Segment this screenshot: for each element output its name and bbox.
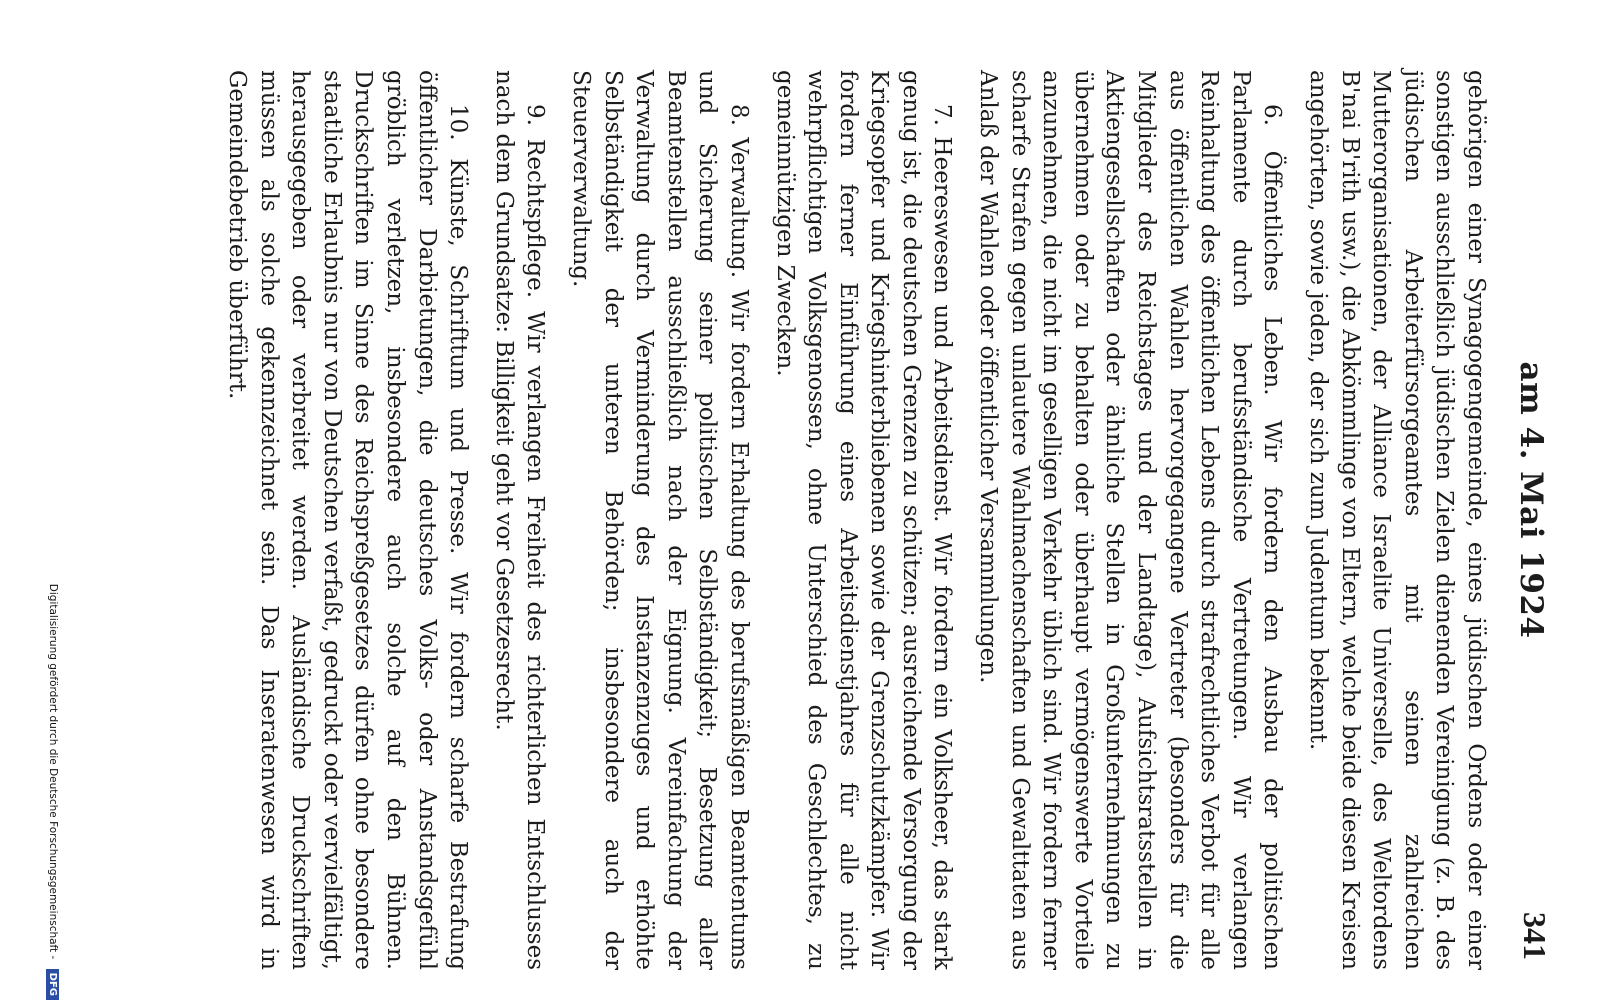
paragraph-continuation: gehörigen einer Synagogengemeinde, eines jüdischen Ordens oder einer sonstigen ausschließlich jüdischen Zielen dienenden Vereinigung (z. B. des jüdischen Arbeiterfürsorgeamtes mit seinen zahlreichen Mutterorganisationen, der Alliance Israelite Universelle, des Weltordens B'nai B'rith usw.), die Abkömmlinge von Eltern, welche beide diesen Kreisen angehörten, sowie jeden, der sich zum Judentum bekennt. <box>1305 70 1489 970</box>
paragraph-8-administration: 8. Verwaltung. Wir fordern Erhaltung des berufsmäßigen Beamtentums und Sicherung seiner politischen Selbständigkeit; Besetzung aller Beamtenstellen ausschließlich nach der Eignung. Vereinfachung der Verwaltung durch Verminderung des Instanzenzuges und erhöhte Selbständigkeit der unteren Behörden; insbesondere auch der Steuerverwaltung. <box>567 70 752 970</box>
running-title: am 4. Mai 1924 <box>1513 361 1549 639</box>
paragraph-6-public-life: 6. Öffentliches Leben. Wir fordern den Ausbau der politischen Parlamente durch berufsständische Vertretungen. Wir verlangen Reinhaltung des öffentlichen Lebens durch strafrechtliches Verbot für alle aus öffentlichen Wahlen hervorgegangene Vertreter (besonders für die Mitglieder des Reichstages und der Landtage), Aufsichtsratsstellen in Aktiengesellschaften oder ähnliche Stellen in Großunternehmungen zu übernehmen oder zu behalten oder überhaupt vermögenswerte Vorteile anzunehmen, die nicht im geselligen Verkehr üblich sind. Wir fordern ferner scharfe Strafen gegen unlautere Wahlmachenschaften und Gewalttaten aus Anlaß der Wahlen oder öffentlicher Versammlungen. <box>975 70 1286 970</box>
dfg-logo: DFG <box>46 969 59 1000</box>
paragraph-7-military: 7. Heereswesen und Arbeitsdienst. Wir fordern ein Volksheer, das stark genug ist, die deutschen Grenzen zu schützen; ausreichende Versorgung der Kriegsopfer und Kriegshinterbliebenen sowie der Grenzschutzkämpfer. Wir fordern ferner Einführung eines Arbeitsdienstjahres für alle nicht wehrpflichtigen Volksgenossen, ohne Unterschied des Geschlechtes, zu gemeinnützigen Zwecken. <box>771 70 956 970</box>
page-header <box>1499 0 1619 1000</box>
paragraph-10-arts-press: 10. Künste, Schrifttum und Presse. Wir fordern scharfe Bestrafung öffentlicher Darbietungen, die deutsches Volks- oder Anstandsgefühl gröblich verletzen, insbesondere auch solche auf den Bühnen. Druckschriften im Sinne des Reichspreßgesetzes dürfen ohne besondere staatliche Erlaubnis nur von Deutschen verfaßt, gedruckt oder vervielfältigt, herausgegeben oder verbreitet werden. Ausländische Druckschriften müssen als solche gekennzeichnet sein. Das Inseratenwesen wird in Gemeindebetrieb überführt. <box>224 70 472 970</box>
page-number: 341 <box>1517 912 1553 960</box>
digitization-credit <box>46 0 59 1000</box>
body-text <box>206 70 1491 970</box>
credit-text: Digitalisierung gefördert durch die Deutsche Forschungsgemeinschaft - <box>47 583 59 960</box>
paragraph-9-justice: 9. Rechtspflege. Wir verlangen Freiheit des richterlichen Entschlusses nach dem Grundsatze: Billigkeit geht vor Gesetzesrecht. <box>490 70 549 970</box>
